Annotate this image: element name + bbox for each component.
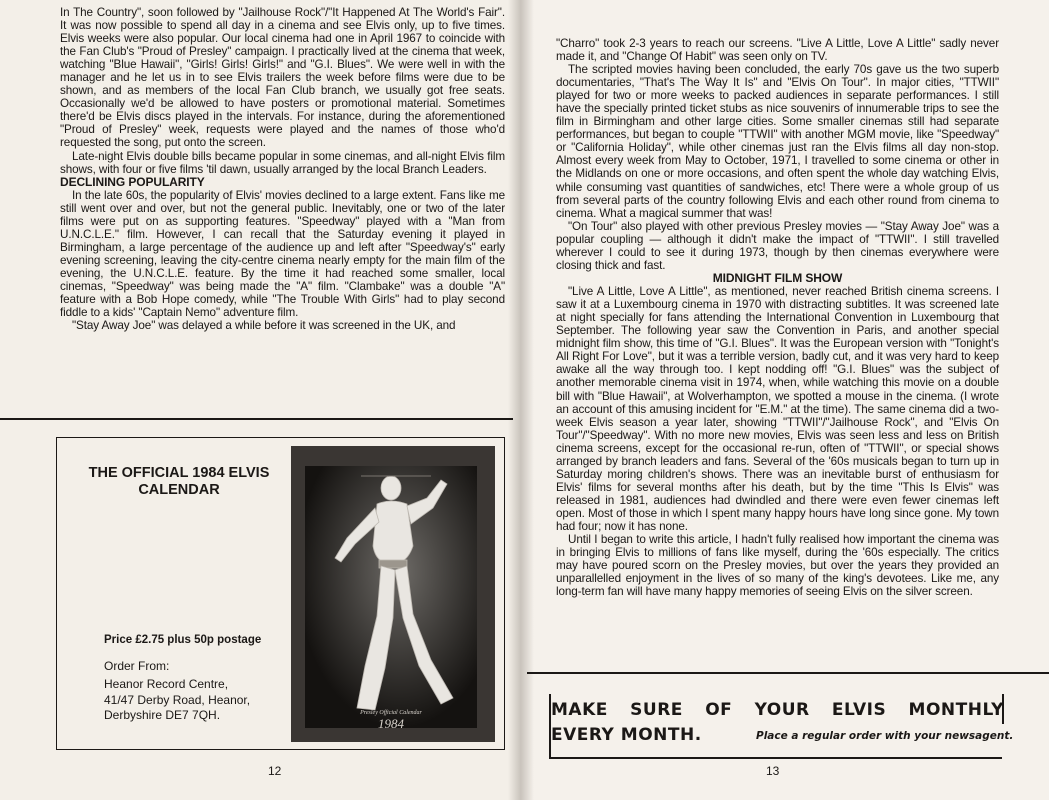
- paragraph: Late-night Elvis double bills became popular in some cinemas, and all-night Elvis film shows, with four or five films 'til dawn, usually arranged by the local Branch Leaders.: [60, 149, 505, 176]
- calendar-photo: [291, 446, 495, 742]
- calendar-ad-address: [104, 677, 250, 724]
- right-article-column: [556, 37, 999, 598]
- left-divider-rule: [0, 418, 513, 420]
- paragraph: In The Country", soon followed by "Jailhouse Rock"/"It Happened At The World's Fair". It was now possible to spend all day in a cinema and see Elvis only, up to five times. Elvis weeks were also popular. Our local cinema had one in April 1967 to coincide with the Fan Club's "Proud of Presley" campaign. I practically lived at the cinema that week, watching "Blue Hawaii", "Girls! Girls! Girls!" and "G.I. Blues". We were well in with the manager and he let us in to see Elvis trailers the week before films were due to be shown, and as members of the local Fan Club branch, we usually got free seats. Occasionally we'd be allowed to have posters or promotional material. Sometimes there'd be Elvis discs played in the intervals. For instance, during the aforementioned "Proud of Presley" week, requests were played and the names of those who'd requested the song, put onto the screen.: [60, 6, 505, 150]
- promo-subline: EVERY MONTH.: [551, 725, 702, 745]
- promo-word: SURE: [630, 700, 683, 720]
- paragraph: In the late 60s, the popularity of Elvis' movies declined to a large extent. Fans like me still went over and over, but not the general public. Inevitably, one or two of the later films were put on as supporting features. "Speedway" played with a "Man from U.N.C.L.E." film. However, I can recall that the Saturday evening it played in Birmingham, a large percentage of the audience up and left after "Speedway's" early evening screening, leaving the city-centre cinema nearly empty for the main film of the evening, the U.N.C.L.E. feature. By the time it had reached some smaller, local cinemas, "Speedway" was being made the "A" film. "Clambake" was a double "A" feature with a Bob Hope comedy, while "The Trouble With Girls" had to play second fiddle to a kids' "Captain Nemo" adventure film.: [60, 188, 505, 320]
- calendar-ad-order-label: Order From:: [104, 659, 170, 673]
- paragraph: "On Tour" also played with other previous Presley movies — "Stay Away Joe" was a popular coupling — although it didn't make the impact of "TTWII". I still travelled wherever I could to see it during 1973, though by then cinemas everywhere were closing thick and fast.: [556, 219, 999, 272]
- elvis-performer-illustration: [291, 446, 495, 742]
- paragraph: Until I began to write this article, I hadn't fully realised how important the cinema was in bringing Elvis to millions of fans like myself, during the '60s especially. The critics may have poured scorn on the Presley movies, but over the years they provided an unparallelled enjoyment in the lives of so many of the king's devotees. Like me, any long-term fan will have many happy memories of seeing Elvis on the silver screen.: [556, 533, 999, 599]
- calendar-caption: Presley Official Calendar: [360, 710, 422, 716]
- calendar-ad-price: Price £2.75 plus 50p postage: [104, 634, 262, 646]
- promo-word: OF: [705, 700, 733, 720]
- paragraph: "Stay Away Joe" was delayed a while before it was screened in the UK, and: [72, 319, 456, 333]
- calendar-ad-title: THE OFFICIAL 1984 ELVIS CALENDAR: [88, 465, 270, 498]
- address-line: 41/47 Derby Road, Heanor,: [104, 692, 251, 707]
- page-number-right: 13: [766, 764, 780, 778]
- promo-word: ELVIS: [831, 700, 887, 720]
- promo-word: MONTHLY: [908, 700, 1004, 720]
- promo-headline: [551, 700, 1004, 720]
- page-gutter: [508, 0, 534, 800]
- address-line: Heanor Record Centre,: [104, 677, 229, 691]
- promo-underline: [549, 757, 1002, 759]
- left-article-column: [60, 6, 505, 332]
- promo-note: Place a regular order with your newsagent.: [756, 730, 1014, 742]
- calendar-year: 1984: [378, 716, 404, 731]
- paragraph: "Charro" took 2-3 years to reach our screens. "Live A Little, Love A Little" sadly never made it, and "Change Of Habit" was seen only on TV.: [556, 37, 999, 64]
- section-heading: MIDNIGHT FILM SHOW: [712, 270, 843, 285]
- address-line: Derbyshire DE7 7QH.: [104, 708, 221, 722]
- right-divider-rule: [527, 672, 1049, 674]
- paragraph: The scripted movies having been concluded, the early 70s gave us the two superb documentaries, "That's The Way It Is" and "Elvis On Tour". In major cities, "TTWII" played for two or more weeks to packed audiences in separate performances. I still have the specially printed ticket stubs as nice souvenirs of innumerable trips to see the film in Birmingham and other large cities. Some smaller cinemas still had separate performances, but began to couple "TTWII" with another MGM movie, like "Speedway" or "California Holiday", while other cinemas just ran the Elvis films all day non-stop. Almost every week from May to October, 1971, I travelled to some cinema or other in the Midlands on one or more occasions, and often spent the whole day watching Elvis, while consuming vast quantities of sandwiches, etc! There were a whole group of us from several parts of the country following Elvis and each other round from cinema to cinema. What a magical summer that was!: [556, 63, 999, 220]
- promo-word: YOUR: [754, 700, 810, 720]
- paragraph: "Live A Little, Love A Little", as mentioned, never reached British cinema screens. I saw it at a Luxembourg cinema in 1970 with distracting subtitles. It was screened late at night specially for fans attending the International Convention in Luxembourg that September. The following year saw the Convention in Paris, and another special midnight film show, this time of "G.I. Blues". It was the European version with "Tonight's All Right For Love", but it was a terrible version, badly cut, and it was very hard to keep awake all the way through too. I kept nodding off! "G.I. Blues" was the subject of another memorable cinema visit in 1974, when, while watching this movie on a double bill with "Blue Hawaii", at Wolverhampton, we spotted a mouse in the cinema. (I wrote an account of this amusing incident for "E.M." at the time). The same cinema did a two-week Elvis season a year later, showing "TTWII"/"Jailhouse Rock", and "Elvis On Tour"/"Speedway". With no more new movies, Elvis was seen less and less on British cinema screens, except for the occasional re-run, often of "TTWII", or special shows arranged by branch leaders and fans. Several of the '60s musicals began to turn up in Saturday moring children's shows. There was an inevitable burst of enthusiasm for Elvis' films for several months after his death, but by the time "This Is Elvis" was released in 1981, audiences had dwindled and there were even fewer cinemas left open. Most of those in which I spent many happy hours have long since gone. My town had four; now it has none.: [556, 285, 999, 533]
- section-heading: DECLINING POPULARITY: [60, 174, 205, 189]
- promo-word: MAKE: [551, 700, 608, 720]
- page-number-left: 12: [268, 764, 282, 778]
